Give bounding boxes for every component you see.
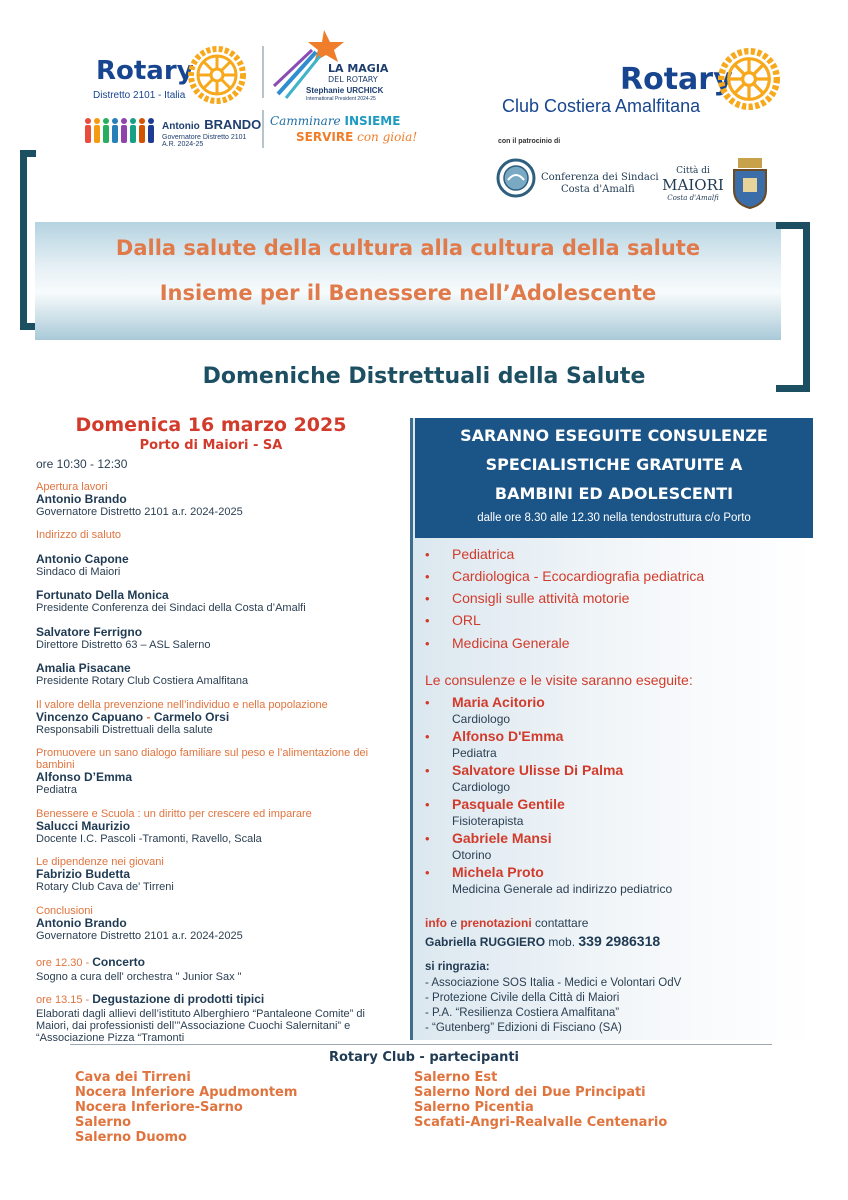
panel-heading-line1: SARANNO ESEGUITE CONSULENZE [460,426,768,445]
thanks-item: - P.A. “Resilienza Costiera Amalfitana” [425,1007,620,1019]
booking-label: prenotazioni [460,916,532,930]
topic-title: Il valore della prevenzione nell’individuo e nella popolazione [36,699,328,711]
doctor-name: Salvatore Ulisse Di Palma [452,762,624,778]
motto-line1 [270,114,400,128]
president-name: Stephanie URCHICK [306,86,384,95]
header-divider [262,46,264,98]
contact-line [425,933,660,951]
concert-title: Concerto [92,955,145,969]
speaker-role: Presidente Conferenza dei Sindaci della Costa d’Amalfi [36,602,306,614]
conferenza-seal-icon [496,158,536,198]
program-apertura [36,481,386,518]
doctor-role: Fisioterapista [452,814,524,828]
doctor-role: Otorino [452,848,492,862]
program-label: Apertura lavori [36,481,108,493]
panel-rule [410,418,413,1040]
panel-heading-line2: SPECIALISTICHE GRATUITE A [485,455,743,474]
rotary-wheel-icon [718,48,780,110]
doctor-role: Pediatra [452,746,497,760]
tasting-time: ore 13.15 - [36,994,93,1006]
club-item: Scafati-Angri-Realvalle Centenario [414,1115,668,1130]
speaker-role: Governatore Distretto 2101 a.r. 2024-2025 [36,930,243,942]
event-date: Domenica 16 marzo 2025 [75,414,347,436]
maiori-label [658,166,728,202]
program-speaker [36,589,386,614]
bullet-icon: • [425,865,430,880]
event-time: ore 10:30 - 12:30 [36,457,128,471]
thanks-item: - Associazione SOS Italia - Medici e Volontari OdV [425,977,682,989]
bullet-icon: • [425,763,430,778]
speaker-name: Antonio Brando [36,492,127,506]
thanks-item: - Protezione Civile della Città di Maiori [425,992,620,1004]
program-speaker [36,662,386,687]
doctor-role: Cardiologo [452,712,511,726]
program-topic [36,856,386,893]
maiori-line2: MAIORI [662,176,724,194]
program-tasting [36,990,396,1044]
speaker-role: Sindaco di Maiori [36,566,121,578]
club-item: Salerno [75,1115,132,1130]
speaker-name: Amalia Pisacane [36,661,131,675]
program-topic [36,747,386,796]
patronage-label: con il patrocinio di [498,138,561,145]
speaker-name: Salvatore Ferrigno [36,625,143,639]
program-saluto-label [36,529,386,541]
conferenza-line1: Conferenza dei Sindaci [541,172,659,183]
thanks-label: si ringrazia: [425,961,490,973]
topic-title: Le dipendenze nei giovani [36,856,164,868]
band-title-line2: Insieme per il Benessere nell’Adolescente [159,281,657,305]
specialty-item: ORL [452,612,481,628]
speaker-name: Fabrizio Budetta [36,867,131,881]
speaker-name: Carmelo Orsi [153,710,230,724]
left-bracket [20,150,36,330]
rotary-wheel-icon [188,46,246,104]
speaker-role: Rotary Club Cava de' Tirreni [36,881,174,893]
doctor-name: Gabriele Mansi [452,830,552,846]
contact-name: Gabriella RUGGIERO [425,935,546,949]
governor-role: Governatore Distretto 2101 [162,134,247,141]
clubs-title: Rotary Club - partecipanti [328,1050,520,1065]
specialty-item: Cardiologica - Ecocardiografia pediatrica [452,568,705,584]
maiori-line1: Città di [676,166,710,176]
band-title-line1: Dalla salute della cultura alla cultura della salute [115,236,701,260]
club-item: Salerno Est [414,1070,498,1085]
contact-mob-label: mob. [545,935,579,949]
district-label: Distretto 2101 - Italia [93,90,186,101]
governor-first: Antonio [162,121,200,132]
visits-intro: Le consulenze e le visite saranno eseguite: [425,672,693,688]
speaker-name: Antonio Capone [36,552,129,566]
motto-insieme: INSIEME [344,114,401,128]
bullet-icon: • [425,613,430,628]
bullet-icon: • [425,729,430,744]
speaker-name: Vincenzo Capuano [36,710,144,724]
magia-title [328,63,388,85]
doctor-name: Alfonso D'Emma [452,728,564,744]
bullet-icon: • [425,591,430,606]
specialty-item: Pediatrica [452,546,515,562]
footer-divider [70,1044,772,1045]
doctor-name: Maria Acitorio [452,694,545,710]
event-place: Porto di Maiori - SA [139,438,283,453]
people-figures-icon [82,116,160,146]
doctor-role: Medicina Generale ad indirizzo pediatrico [452,882,673,896]
magia-line2: DEL ROTARY [328,75,378,84]
contact-phone: 339 2986318 [578,933,661,949]
info-line [425,916,588,930]
program-label: Indirizzo di saluto [36,529,121,541]
motto-servire: SERVIRE [296,130,354,144]
governor-last: BRANDO [204,117,262,132]
club-item: Salerno Nord dei Due Principati [414,1085,646,1100]
bullet-icon: • [425,831,430,846]
conferenza-line2: Costa d'Amalfi [561,184,635,195]
info-label: info [425,916,447,930]
club-item: Salerno Duomo [75,1130,187,1145]
panel-heading-line3: BAMBINI ED ADOLESCENTI [494,484,734,503]
header-divider [262,110,264,148]
club-item: Salerno Picentia [414,1100,534,1115]
speaker-role: Governatore Distretto 2101 a.r. 2024-2025 [36,506,243,518]
program-speaker [36,626,386,651]
bullet-icon: • [425,695,430,710]
topic-title: Promuovere un sano dialogo familiare sul peso e l’alimentazione dei bambini [36,747,369,771]
club-item: Nocera Inferiore-Sarno [75,1100,243,1115]
doctor-name: Michela Proto [452,864,544,880]
magia-line1: LA MAGIA [328,62,389,75]
speaker-name: Alfonso D’Emma [36,770,133,784]
panel-hours: dalle ore 8.30 alle 12.30 nella tendostruttura c/o Porto [477,512,751,524]
concert-time: ore 12.30 - [36,957,93,969]
tasting-desc: Elaborati dagli allievi dell’istituto Alberghiero “Pantaleone Comite” di Maiori, dai professionisti dell’”Associazione Cuochi Salernitani” e “Associazione Pizza “Tramonti [36,1008,365,1044]
speaker-name: Fortunato Della Monica [36,588,169,602]
speaker-role: Docente I.C. Pascoli -Tramonti, Ravello, Scala [36,833,262,845]
governor-year: A.R. 2024-25 [162,141,204,148]
motto-gioia: con gioia! [357,130,418,144]
program-conclusions [36,905,386,942]
thanks-item: - “Gutenberg” Edizioni di Fisciano (SA) [425,1022,622,1034]
program-speaker [36,553,386,578]
speaker-name: Antonio Brando [36,916,127,930]
rotary-wordmark: Rotary [96,56,194,86]
motto-camminare: Camminare [270,114,341,128]
speaker-name: Salucci Maurizio [36,819,131,833]
club-rotary-wordmark: Rotary [620,62,733,97]
concert-desc: Sogno a cura dell' orchestra " Junior Sax " [36,971,242,983]
specialty-item: Medicina Generale [452,635,570,651]
speaker-role: Pediatra [36,784,77,796]
club-name: Club Costiera Amalfitana [502,96,701,116]
conferenza-label [541,172,659,196]
topic-title: Conclusioni [36,905,93,917]
doctor-name: Pasquale Gentile [452,796,565,812]
bullet-icon: • [425,797,430,812]
club-item: Cava dei Tirreni [75,1070,191,1085]
governor-block [162,116,261,148]
topic-title: Benessere e Scuola : un diritto per crescere ed imparare [36,808,312,820]
speaker-role: Presidente Rotary Club Costiera Amalfitana [36,675,249,687]
bullet-icon: • [425,547,430,562]
program-concert [36,953,386,983]
club-item: Nocera Inferiore Apudmontem [75,1085,298,1100]
name-separator: - [143,710,154,724]
program-topic [36,808,386,845]
specialty-item: Consigli sulle attività motorie [452,590,630,606]
contact-verb: contattare [531,916,589,930]
president-role: International President 2024-25 [306,96,376,102]
maiori-coat-of-arms-icon [730,156,770,210]
maiori-line3: Costa d'Amalfi [667,194,719,202]
page-subtitle: Domeniche Distrettuali della Salute [202,364,646,389]
doctor-role: Cardiologo [452,780,511,794]
motto-line2 [296,130,417,144]
program-topic [36,699,386,736]
bullet-icon: • [425,636,430,651]
info-joiner: e [447,916,461,930]
speaker-role: Responsabili Distrettuali della salute [36,724,213,736]
bullet-icon: • [425,569,430,584]
tasting-title: Degustazione di prodotti tipici [92,992,265,1006]
speaker-role: Direttore Distretto 63 – ASL Salerno [36,639,211,651]
